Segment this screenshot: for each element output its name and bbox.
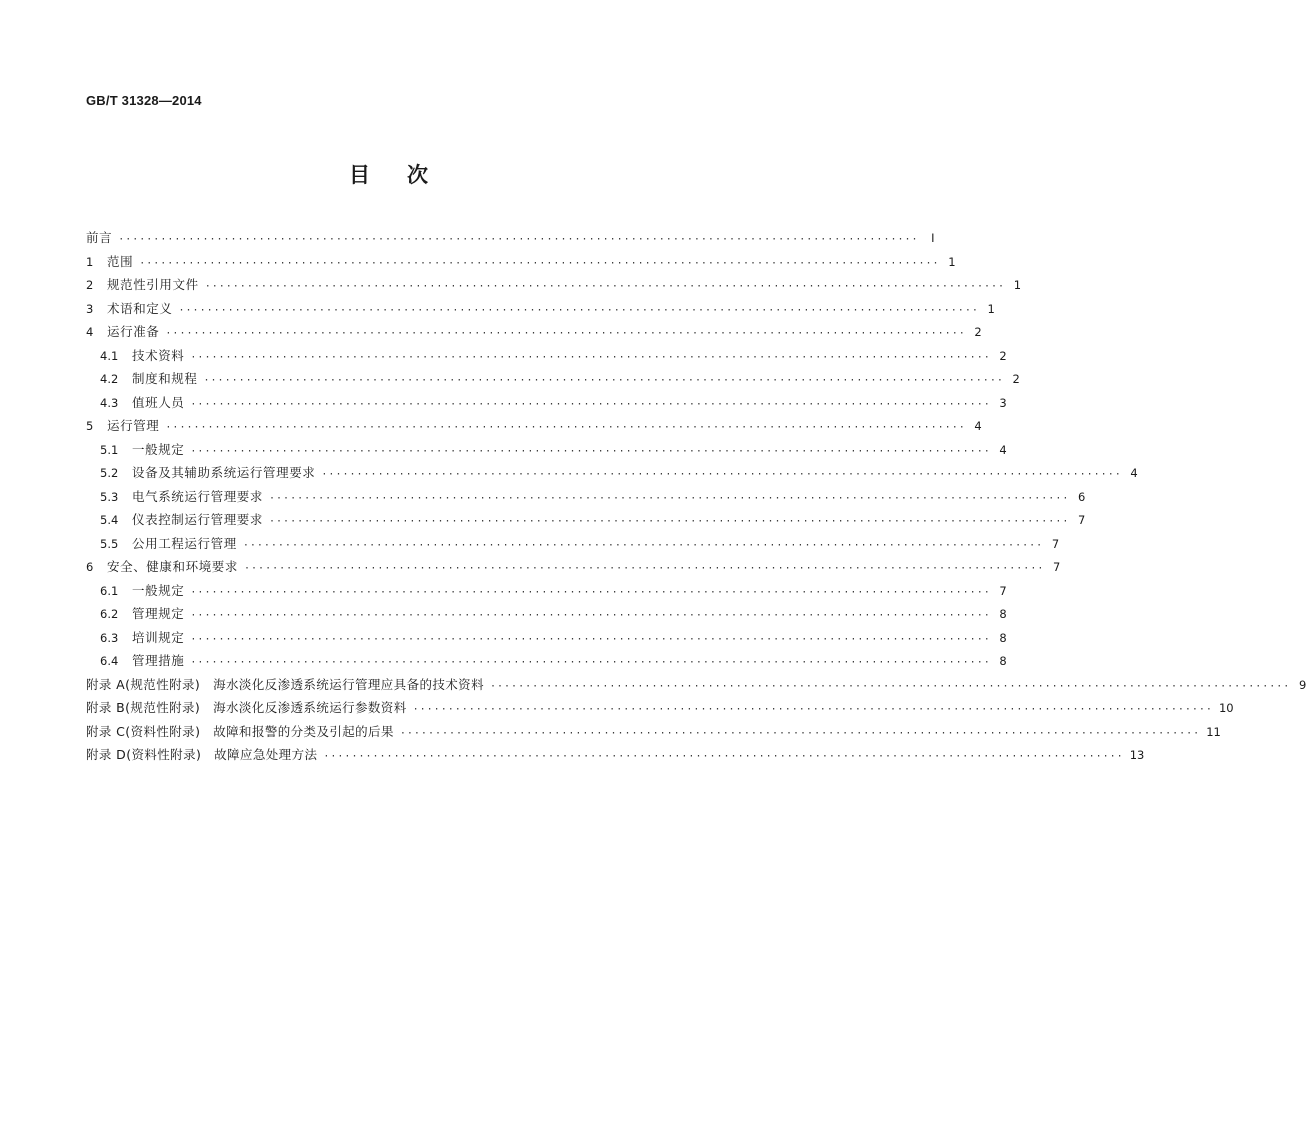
toc-entry-page-number: 11	[1206, 724, 1221, 739]
toc-entry[interactable]	[86, 367, 1020, 391]
toc-entry-page-number: 1	[948, 254, 956, 269]
toc-entry-number: 5.4	[100, 513, 119, 527]
toc-entry-page-number: 3	[999, 395, 1007, 410]
toc-entry-number: 5.1	[100, 442, 119, 457]
toc-entry-number: 6	[86, 560, 94, 574]
toc-entry-page-number: 2	[999, 348, 1007, 363]
toc-entry-label: 附录 A(规范性附录) 海水淡化反渗透系统运行管理应具备的技术资料	[86, 676, 484, 692]
toc-entry-label: 附录 B(规范性附录) 海水淡化反渗透系统运行参数资料	[86, 700, 407, 715]
toc-dot-leader: ··················································································································	[412, 704, 1213, 715]
toc-entry-page-number: 10	[1218, 701, 1234, 715]
toc-entry[interactable]	[86, 720, 1221, 744]
toc-dot-leader: ··················································································································	[244, 563, 1045, 574]
toc-entry[interactable]	[86, 273, 1022, 297]
toc-entry-label: 附录 C(资料性附录) 故障和报警的分类及引起的后果	[86, 723, 394, 739]
toc-dot-leader: ··················································································································	[165, 422, 966, 433]
toc-entry-page-number: 1	[1013, 278, 1022, 292]
toc-entry-label: 运行准备	[107, 324, 160, 339]
toc-entry-number: 5	[86, 419, 94, 433]
toc-entry-number: 4.1	[100, 348, 119, 363]
toc-entry-label: 仪表控制运行管理要求	[132, 512, 264, 527]
title-char-2: 次	[407, 163, 429, 187]
toc-entry-label: 附录 D(资料性附录) 故障应急处理方法	[86, 747, 318, 762]
toc-entry-label: 前言	[86, 230, 113, 245]
toc-entry-label: 管理规定	[132, 606, 185, 621]
toc-entry[interactable]	[86, 508, 1086, 532]
toc-dot-leader: ··················································································································	[323, 751, 1124, 762]
toc-entry[interactable]	[86, 626, 1007, 650]
toc-entry-number: 6.4	[100, 654, 119, 668]
toc-entry-label: 规范性引用文件	[107, 277, 199, 292]
toc-entry-page-number: 8	[999, 630, 1007, 645]
toc-entry[interactable]	[86, 649, 1007, 673]
toc-entry-label: 技术资料	[132, 347, 185, 363]
toc-entry-page-number: 4	[999, 442, 1007, 457]
toc-dot-leader: ··················································································································	[489, 680, 1291, 692]
toc-dot-leader: ··················································································································	[190, 657, 991, 668]
toc-dot-leader: ··················································································································	[165, 328, 966, 339]
toc-entry-number: 5.2	[100, 466, 119, 480]
toc-entry-number: 6.2	[100, 607, 119, 621]
toc-entry[interactable]	[86, 555, 1061, 579]
toc-entry-page-number: 8	[999, 654, 1007, 668]
toc-entry-number: 2	[86, 278, 94, 292]
toc-entry[interactable]	[86, 344, 1007, 368]
toc-dot-leader: ··················································································································	[190, 586, 991, 598]
toc-entry-label: 术语和定义	[107, 300, 173, 316]
toc-dot-leader: ··················································································································	[190, 398, 991, 410]
toc-entry[interactable]	[86, 320, 982, 344]
toc-entry-page-number: 7	[1051, 536, 1060, 551]
toc-entry-page-number: 13	[1129, 748, 1145, 762]
toc-entry-page-number: 7	[999, 583, 1007, 598]
toc-entry-number: 1	[86, 254, 94, 269]
toc-entry-label: 管理措施	[132, 653, 185, 668]
toc-entry-page-number: 4	[974, 419, 982, 433]
toc-entry-label: 运行管理	[107, 418, 160, 433]
toc-entry[interactable]	[86, 673, 1306, 697]
toc-entry[interactable]	[86, 250, 956, 274]
standard-code: GB/T 31328—2014	[86, 93, 202, 108]
toc-entry-page-number: 2	[1012, 372, 1020, 386]
toc-entry-page-number: 8	[999, 607, 1007, 621]
toc-entry[interactable]	[86, 743, 1145, 767]
toc-entry-label: 范围	[107, 253, 134, 269]
toc-entry[interactable]	[86, 602, 1007, 626]
toc-entry[interactable]	[86, 226, 935, 250]
toc-entry-page-number: Ⅰ	[931, 231, 935, 245]
toc-entry-page-number: 7	[1053, 560, 1061, 574]
toc-dot-leader: ··················································································································	[190, 445, 991, 457]
toc-entry-label: 制度和规程	[132, 371, 198, 386]
toc-entry-label: 培训规定	[132, 629, 185, 645]
toc-dot-leader: ··················································································································	[190, 351, 991, 363]
toc-dot-leader: ··················································································································	[118, 234, 919, 245]
toc-entry[interactable]	[86, 532, 1060, 556]
toc-dot-leader: ··················································································································	[190, 633, 991, 645]
toc-entry[interactable]	[86, 297, 995, 321]
toc-entry[interactable]	[86, 696, 1234, 720]
toc-entry-page-number: 4	[1130, 466, 1138, 480]
toc-dot-leader: ··················································································································	[203, 375, 1004, 386]
table-of-contents	[86, 226, 1306, 767]
toc-entry-page-number: 1	[987, 301, 995, 316]
toc-entry[interactable]	[86, 438, 1007, 462]
toc-entry-label: 安全、健康和环境要求	[107, 559, 239, 574]
toc-entry-page-number: 7	[1078, 513, 1086, 527]
toc-entry[interactable]	[86, 391, 1007, 415]
toc-entry[interactable]	[86, 461, 1138, 485]
toc-entry-number: 5.3	[100, 489, 119, 504]
toc-entry[interactable]	[86, 414, 982, 438]
toc-entry-number: 4.3	[100, 395, 119, 410]
toc-dot-leader: ··················································································································	[321, 469, 1122, 480]
toc-dot-leader: ··················································································································	[204, 281, 1006, 292]
toc-entry-label: 电气系统运行管理要求	[132, 488, 264, 504]
toc-entry-number: 5.5	[100, 536, 119, 551]
toc-entry-page-number: 2	[974, 325, 982, 339]
toc-dot-leader: ··················································································································	[178, 304, 979, 316]
toc-entry-number: 6.3	[100, 630, 119, 645]
toc-entry[interactable]	[86, 485, 1086, 509]
toc-entry-label: 公用工程运行管理	[132, 535, 237, 551]
toc-entry-label: 一般规定	[132, 441, 185, 457]
toc-entry[interactable]	[86, 579, 1007, 603]
toc-entry-label: 一般规定	[132, 582, 185, 598]
toc-dot-leader: ··················································································································	[399, 727, 1201, 739]
toc-dot-leader: ··················································································································	[269, 516, 1070, 527]
toc-entry-number: 4	[86, 325, 94, 339]
toc-entry-label: 值班人员	[132, 394, 185, 410]
page-title	[0, 159, 778, 189]
toc-entry-label: 设备及其辅助系统运行管理要求	[132, 465, 316, 480]
toc-dot-leader: ··················································································································	[190, 610, 991, 621]
toc-dot-leader: ··················································································································	[242, 539, 1044, 551]
toc-entry-page-number: 6	[1078, 489, 1086, 504]
toc-dot-leader: ··················································································································	[139, 257, 940, 269]
toc-dot-leader: ··················································································································	[269, 492, 1070, 504]
toc-entry-number: 3	[86, 301, 94, 316]
title-char-1: 目	[349, 163, 371, 187]
toc-entry-number: 6.1	[100, 583, 119, 598]
toc-entry-number: 4.2	[100, 372, 119, 386]
toc-entry-page-number: 9	[1299, 677, 1306, 692]
